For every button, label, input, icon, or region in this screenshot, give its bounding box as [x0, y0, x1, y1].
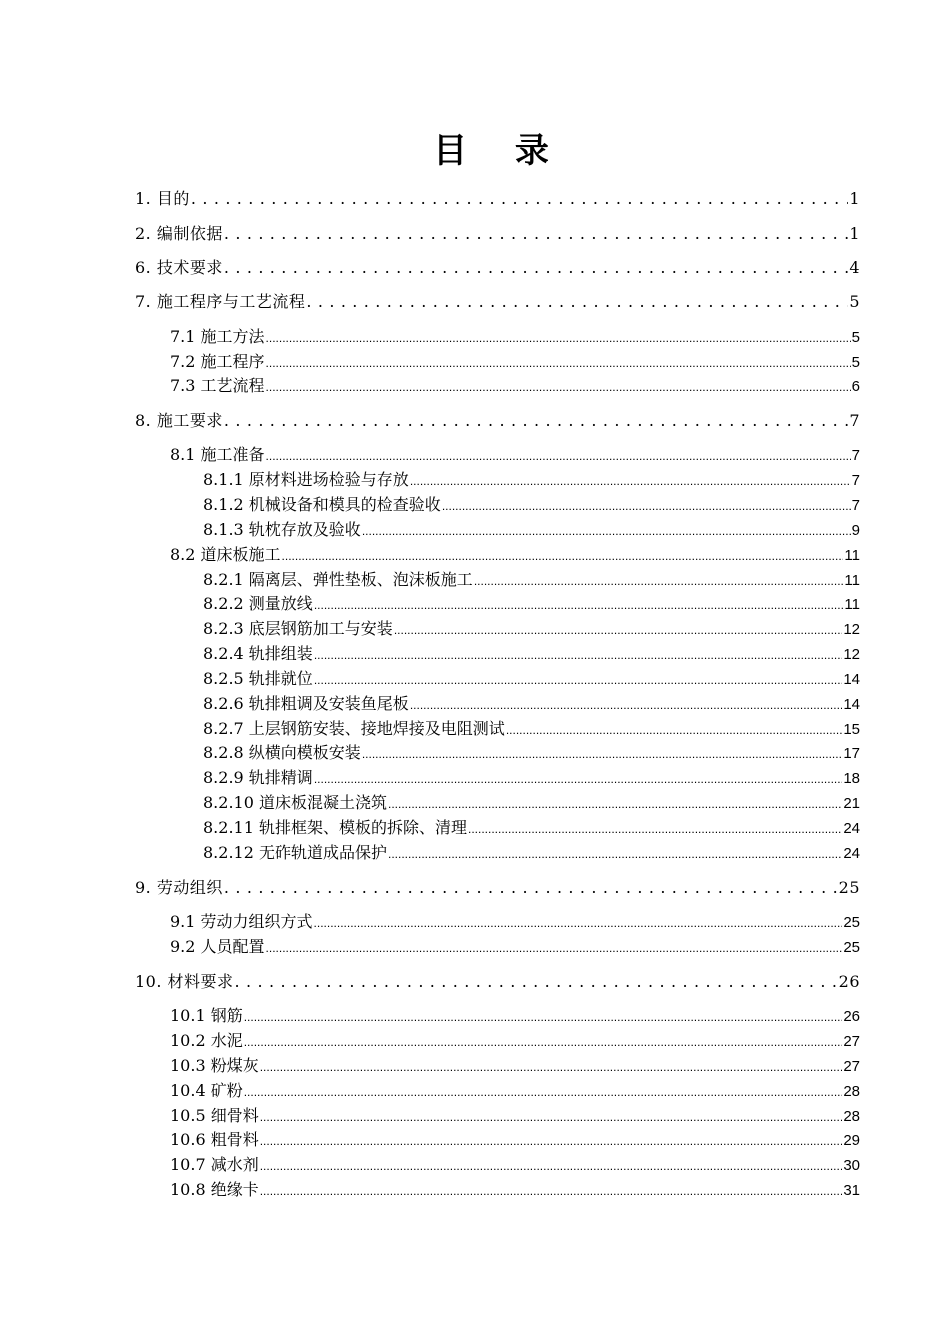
toc-entry[interactable] — [203, 567, 860, 590]
toc-entry-label: 10.6 粗骨料 — [170, 1130, 259, 1149]
toc-page-number: 12 — [843, 646, 860, 663]
toc-entry-label: 9.1 劳动力组织方式 — [170, 912, 313, 931]
toc-entry-label: 2. 编制依据 — [135, 224, 223, 243]
toc-entry[interactable] — [203, 616, 860, 639]
toc-leader — [314, 598, 844, 612]
toc-leader — [260, 1060, 843, 1074]
toc-page-number: 27 — [843, 1058, 860, 1075]
toc-leader — [468, 822, 842, 836]
toc-entry-label: 7.2 施工程序 — [170, 352, 265, 371]
toc-page-number: 27 — [843, 1033, 860, 1050]
toc-entry-label: 10. 材料要求 — [135, 972, 234, 991]
toc-leader — [506, 723, 843, 737]
toc-leader — [442, 499, 851, 513]
toc-page-number: 5 — [851, 329, 860, 346]
toc-leader — [244, 1010, 843, 1024]
toc-entry[interactable] — [170, 1053, 860, 1076]
toc-entry-label: 8.2.6 轨排粗调及安装鱼尾板 — [203, 694, 409, 713]
toc-entry[interactable] — [135, 255, 860, 278]
toc-page-number: 30 — [843, 1157, 860, 1174]
toc-page-number: 28 — [843, 1108, 860, 1125]
toc-leader — [410, 698, 843, 712]
toc-leader — [244, 1085, 843, 1099]
toc-page-number: 21 — [843, 795, 860, 812]
toc-entry-label: 8.2.10 道床板混凝土浇筑 — [203, 793, 387, 812]
toc-entry-label: 8.1.1 原材料进场检验与存放 — [203, 470, 409, 489]
toc-entry-label: 10.3 粉煤灰 — [170, 1056, 259, 1075]
toc-leader — [314, 916, 843, 930]
toc-entry-label: 8.2 道床板施工 — [170, 545, 281, 564]
toc-leader — [314, 673, 843, 687]
toc-entry[interactable] — [203, 467, 860, 490]
toc-leader — [474, 574, 844, 588]
toc-entry-label: 10.1 钢筋 — [170, 1006, 243, 1025]
toc-entry-label: 8.2.3 底层钢筋加工与安装 — [203, 619, 393, 638]
toc-leader — [235, 972, 838, 991]
toc-entry-label: 8.2.12 无砟轨道成品保护 — [203, 843, 387, 862]
toc-page-number: 7 — [851, 447, 860, 464]
toc-entry-label: 8.2.8 纵横向模板安装 — [203, 743, 361, 762]
toc-leader — [224, 258, 848, 277]
toc-leader — [282, 549, 844, 563]
toc-entry-label: 10.2 水泥 — [170, 1031, 243, 1050]
toc-leader — [388, 797, 842, 811]
toc-entry[interactable] — [170, 1028, 860, 1051]
toc-page-number: 31 — [843, 1182, 860, 1199]
toc-entry[interactable] — [170, 1103, 860, 1126]
toc-leader — [306, 292, 848, 311]
toc-entry[interactable] — [135, 186, 860, 209]
toc-page-number: 26 — [843, 1008, 860, 1025]
toc-entry[interactable] — [203, 840, 860, 863]
toc-entry[interactable] — [170, 542, 860, 565]
toc-leader — [244, 1035, 843, 1049]
toc-entry[interactable] — [203, 666, 860, 689]
toc-page-number: 5 — [849, 292, 860, 311]
toc-entry-label: 7.1 施工方法 — [170, 327, 265, 346]
toc-entry-label: 8.1 施工准备 — [170, 445, 265, 464]
toc-leader — [314, 648, 843, 662]
toc-leader — [191, 189, 848, 208]
toc-page-number: 7 — [849, 411, 860, 430]
toc-page-number: 11 — [844, 596, 860, 613]
toc-leader — [266, 380, 851, 394]
toc-page-number: 7 — [851, 497, 860, 514]
toc-entry[interactable] — [203, 691, 860, 714]
toc-entry[interactable] — [170, 1177, 860, 1200]
toc-page-number: 7 — [851, 472, 860, 489]
toc-entry[interactable] — [170, 1078, 860, 1101]
toc-entry[interactable] — [170, 934, 860, 957]
toc-leader — [260, 1159, 843, 1173]
toc-entry[interactable] — [170, 909, 860, 932]
toc-entry[interactable] — [203, 492, 860, 515]
toc-leader — [224, 224, 848, 243]
toc-page-number: 1 — [849, 224, 860, 243]
toc-entry-label: 10.5 细骨料 — [170, 1106, 259, 1125]
toc-leader — [260, 1134, 843, 1148]
toc-leader — [260, 1184, 843, 1198]
toc-leader — [260, 1110, 843, 1124]
toc-entry[interactable] — [135, 221, 860, 244]
toc-entry[interactable] — [203, 641, 860, 664]
toc-entry-label: 9.2 人员配置 — [170, 937, 265, 956]
toc-entry-label: 8.2.5 轨排就位 — [203, 669, 313, 688]
toc-page-number: 14 — [843, 671, 860, 688]
toc-entry[interactable] — [203, 815, 860, 838]
toc-leader — [362, 747, 843, 761]
toc-entry[interactable] — [135, 408, 860, 431]
toc-entry[interactable] — [170, 373, 860, 396]
toc-entry-label: 7.3 工艺流程 — [170, 376, 265, 395]
toc-leader — [394, 623, 843, 637]
toc-entry-label: 8.2.4 轨排组装 — [203, 644, 313, 663]
toc-entry[interactable] — [203, 790, 860, 813]
toc-page-number: 12 — [843, 621, 860, 638]
toc-entry[interactable] — [170, 1003, 860, 1026]
toc-page-number: 28 — [843, 1083, 860, 1100]
toc-leader — [266, 331, 851, 345]
toc-entry-label: 10.7 减水剂 — [170, 1155, 259, 1174]
toc-entry-label: 10.4 矿粉 — [170, 1081, 243, 1100]
toc-entry-label: 10.8 绝缘卡 — [170, 1180, 259, 1199]
toc-entry[interactable] — [203, 716, 860, 739]
toc-entry-label: 9. 劳动组织 — [135, 878, 223, 897]
toc-page-number: 25 — [838, 878, 860, 897]
toc-entry[interactable] — [135, 875, 860, 898]
toc-entry[interactable] — [203, 517, 860, 540]
toc-entry-label: 7. 施工程序与工艺流程 — [135, 292, 306, 311]
toc-entry-label: 8.1.3 轨枕存放及验收 — [203, 520, 361, 539]
toc-page-number: 24 — [843, 845, 860, 862]
toc-entry[interactable] — [135, 289, 860, 312]
toc-leader — [388, 847, 842, 861]
toc-page-number: 25 — [843, 914, 860, 931]
toc-leader — [266, 449, 851, 463]
toc-entry[interactable] — [203, 740, 860, 763]
toc-leader — [224, 411, 848, 430]
toc-entry[interactable] — [170, 349, 860, 372]
toc-page-number: 17 — [843, 745, 860, 762]
toc-entry[interactable] — [203, 591, 860, 614]
page-title: 目 录 — [433, 131, 567, 171]
toc-page-number: 9 — [851, 522, 860, 539]
toc-leader — [224, 878, 838, 897]
toc-page-number: 18 — [843, 770, 860, 787]
toc-entry[interactable] — [170, 324, 860, 347]
toc-page-number: 6 — [851, 378, 860, 395]
toc-leader — [266, 941, 843, 955]
toc-page-number: 26 — [838, 972, 860, 991]
toc-entry-label: 8.2.1 隔离层、弹性垫板、泡沫板施工 — [203, 570, 473, 589]
toc-entry[interactable] — [170, 442, 860, 465]
toc-entry-label: 8.2.11 轨排框架、模板的拆除、清理 — [203, 818, 467, 837]
toc-page-number: 11 — [844, 572, 860, 589]
toc-leader — [410, 474, 851, 488]
toc-entry[interactable] — [203, 765, 860, 788]
toc-page-number: 29 — [843, 1132, 860, 1149]
toc-entry-label: 8.2.9 轨排精调 — [203, 768, 313, 787]
toc-page-number: 15 — [843, 721, 860, 738]
toc-page-number: 24 — [843, 820, 860, 837]
toc-entry-label: 6. 技术要求 — [135, 258, 223, 277]
toc-entry-label: 8.2.2 测量放线 — [203, 594, 313, 613]
toc-entry-label: 8. 施工要求 — [135, 411, 223, 430]
toc-entry[interactable] — [170, 1127, 860, 1150]
toc-entry[interactable] — [135, 969, 860, 992]
toc-entry-label: 8.2.7 上层钢筋安装、接地焊接及电阻测试 — [203, 719, 505, 738]
toc-page-number: 1 — [849, 189, 860, 208]
toc-entry-label: 8.1.2 机械设备和模具的检查验收 — [203, 495, 441, 514]
toc-page-number: 5 — [851, 354, 860, 371]
toc-leader — [314, 772, 843, 786]
toc-page-number: 11 — [844, 547, 860, 564]
toc-page-number: 14 — [843, 696, 860, 713]
toc-entry-label: 1. 目的 — [135, 189, 190, 208]
toc-leader — [266, 356, 851, 370]
toc-page-number: 25 — [843, 939, 860, 956]
toc-entry[interactable] — [170, 1152, 860, 1175]
toc-page-number: 4 — [849, 258, 860, 277]
toc-leader — [362, 524, 851, 538]
